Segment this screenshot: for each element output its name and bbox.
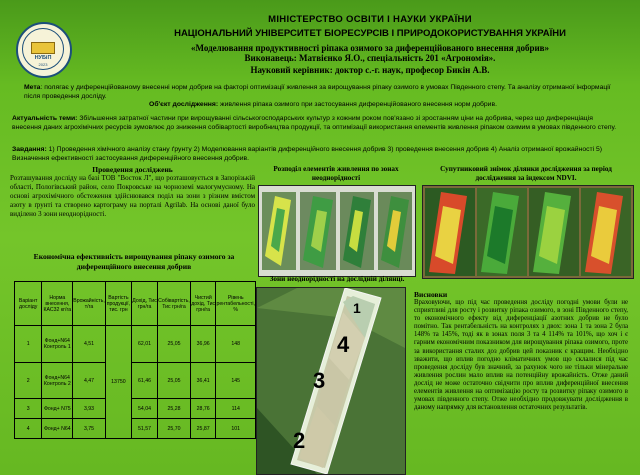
cell-yield: 3,93	[73, 399, 106, 419]
goal-paragraph	[24, 84, 622, 101]
cell-income: 51,57	[131, 419, 157, 439]
header-income: Дохід, Тис грн/га	[131, 282, 157, 326]
nutrient-map-image	[258, 185, 416, 277]
zones-map	[257, 288, 405, 474]
cell-income: 61,46	[131, 362, 157, 399]
object-paragraph	[24, 101, 622, 110]
cell-profit: 114	[216, 399, 256, 419]
cell-cost: 25,05	[158, 362, 191, 399]
table-row	[15, 419, 256, 439]
header-yield: Врожайність, т/га	[73, 282, 106, 326]
conclusions-title: Висновки	[414, 290, 448, 299]
university-logo	[16, 22, 72, 78]
zone-label-4: 4	[337, 332, 350, 357]
table-header-row	[15, 282, 256, 326]
nutrient-maps	[259, 186, 415, 276]
object-text: живлення ріпака озимого при застосування диференційованого внесення норм добрив.	[218, 101, 497, 108]
goal-label: Мета	[24, 84, 41, 91]
cell-income: 62,01	[131, 326, 157, 363]
conclusions-text: Враховуючи, що під час проведення досліду погодні умови були не сприятливі для росту і розвитку ріпака озимого, в зоні Південного степу, то економічного ефекту від диференціації азотних добрив не було помітно. Так рентабельність на контролях з двох: зона 1 та зона 2 була 148% та 145%, тоді як в зонах поля 3 та 4 114% та 101%, що хоч і є гарним економічним показником для вирощування ріпака озимого, проте за використання сталих доз добрив цей показник є кращим. Необхідно зважити, що вплив погодно кліматичних умов що склалися під час проведення досліду був значний, за рахунок чого не тільки мінеральне живлення рослин мало вплив на потенційну врожайність. Отже даний дослід не може остаточно свідчити про вплив диференційної внесення елементів живлення на оптимізацію росту та розвитку ріпаку озимого в умовах південного степу. Отже необхідно продовжувати дослідження в даному напрямку для встановлення остаточних результатів.	[414, 299, 628, 412]
zones-title: Зони неоднорідності на дослідній ділянці.	[269, 275, 405, 283]
table-row	[15, 362, 256, 399]
ndvi-title: Супутниковий знімок ділянки дослідження за період дослідження за індексом NDVI.	[440, 165, 612, 182]
header-variant: Варіант досліду	[15, 282, 42, 326]
zone-label-2: 2	[293, 428, 306, 453]
header-norm: Норма внесення, КАС32 кг/га	[42, 282, 73, 326]
cell-net: 36,41	[190, 362, 216, 399]
supervisor-line: Науковий керівник: доктор с.-г. наук, професор Бикін А.В.	[250, 65, 490, 75]
table-title: Економічна ефективність вирощування ріпаку озимого за диференційного внесення добрив	[33, 252, 235, 271]
cell-yield: 4,47	[73, 362, 106, 399]
tasks-paragraph	[12, 146, 624, 163]
cell-variant: 4	[15, 419, 42, 439]
cell-yield: 4,51	[73, 326, 106, 363]
ministry-title: МІНІСТЕРСТВО ОСВІТИ І НАУКИ УКРАЇНИ	[268, 14, 472, 25]
ndvi-maps	[423, 186, 633, 278]
cell-profit: 101	[216, 419, 256, 439]
header-cost: Собівартість, Тис грн/га	[158, 282, 191, 326]
table-row	[15, 399, 256, 419]
cell-norm: Фонд+N64 Контроль 1	[42, 326, 73, 363]
tasks-label: Завдання:	[12, 146, 47, 153]
logo-year: 2023	[38, 62, 48, 67]
cell-variant: 1	[15, 326, 42, 363]
ndvi-image	[422, 185, 634, 279]
author-line: Виконавець: Матвієнко Я.О., спеціальність 201 «Агрономія».	[244, 53, 496, 63]
cell-profit: 148	[216, 326, 256, 363]
cell-norm: Фонд+ N75	[42, 399, 73, 419]
cell-net: 36,96	[190, 326, 216, 363]
efficiency-table	[14, 281, 256, 439]
relevance-label: Актуальність теми:	[12, 115, 78, 122]
cell-profit: 145	[216, 362, 256, 399]
header-profit: Рівень рентабельності, %	[216, 282, 256, 326]
logo-abbr: НУБіП	[34, 55, 52, 61]
table-row	[15, 326, 256, 363]
object-label: Об'єкт дослідження:	[149, 101, 219, 108]
cell-income: 54,04	[131, 399, 157, 419]
cell-net: 25,87	[190, 419, 216, 439]
goal-text: : полягає у диференційованому внесенні норм добрив на факторі оптимізації живлення за вирощування ріпаку озимого в умовах Південного степу. Та аналізу отриманої інформації після проведення досліду.	[24, 84, 611, 100]
header-net: Чистий дохід, Тис грн/га	[190, 282, 216, 326]
cell-variant: 3	[15, 399, 42, 419]
relevance-paragraph	[12, 115, 624, 132]
cell-net: 28,76	[190, 399, 216, 419]
tasks-text: 1) Проведення хімічного аналізу стану ґрунту 2) Моделювання варіантів диференційного внесення добрив 3) проведення внесення добрив 4) Аналіз отриманої врожайності 5) Визначення ефективності застосування диференційного внесення добрив.	[12, 146, 603, 162]
cell-yield: 3,75	[73, 419, 106, 439]
cell-cost: 25,70	[158, 419, 191, 439]
cell-norm: Фонд+ N64	[42, 419, 73, 439]
cell-price: 13750	[105, 326, 131, 439]
cell-norm: Фонд+N64 Контроль 2	[42, 362, 73, 399]
zone-label-1: 1	[353, 300, 361, 316]
cell-cost: 25,28	[158, 399, 191, 419]
map-title: Розподіл елементів живлення по зонах неоднорідності	[273, 165, 399, 182]
header-price: Вартість продукції, тис. грн	[105, 282, 131, 326]
cell-cost: 25,05	[158, 326, 191, 363]
cell-variant: 2	[15, 362, 42, 399]
university-title: НАЦІОНАЛЬНИЙ УНІВЕРСИТЕТ БІОРЕСУРСІВ І ПРИРОДОКОРИСТУВАННЯ УКРАЇНИ	[174, 28, 566, 39]
research-text: Розташування досліду на базі ТОВ "Восток Л", що розташовується в Запорізькій області, Пологівський район, село Покровське на чорноземі малогумусному. На основі агрохімічного обстеження здійснювався поділ на зони з різним вмістом азоту в ґрунті та створено картограму на порталі Agrilab. На основі даної було виділено 3 зони неоднорідності.	[10, 174, 255, 218]
topic-title: «Моделювання продуктивності ріпака озимого за диференційованого внесення добрив»	[190, 43, 549, 53]
zone-label-3: 3	[313, 368, 326, 393]
relevance-text: Збільшення затратної частини при вирощуванні сільськогосподарських культур з кожним роком пов'язано зі зростанням ціни на добрива, через що диференціація внесення даних агрохімічних ресурсів зумовлює до зниження собівартості виробництва продукції, та оптимізації використання елементів живлення ріпаком озимим в умовах південного степу.	[12, 115, 617, 131]
research-title: Проведення досліджень	[92, 165, 173, 174]
zones-map-image	[256, 287, 406, 475]
